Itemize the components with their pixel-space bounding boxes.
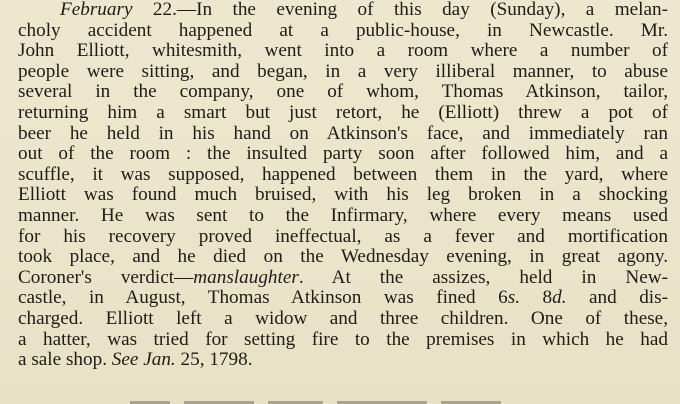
text-line-9: scuffle, it was supposed, happened between them in the yard, where <box>18 163 668 185</box>
text-line-5: several in the company, one of whom, Thomas Atkinson, tailor, <box>18 81 668 103</box>
text-line-13: took place, and he died on the Wednesday evening, in great agony. <box>18 246 668 268</box>
text-line-8: out of the room : the insulted party soon after followed him, and a <box>18 143 668 165</box>
assizes-text: . At the assizes, held in New- <box>298 266 668 288</box>
cross-reference: See Jan. <box>111 349 176 371</box>
shillings-unit: s. <box>507 287 520 309</box>
pence-amount: 8 <box>520 287 553 309</box>
text-line-6: returning him a smart but just retort, he (Elliott) threw a pot of <box>18 101 668 123</box>
line-1-text: .—In the evening of this day (Sunday), a melan- <box>172 0 669 20</box>
text-line-17: a hatter, was tried for setting fire to the premises in which he had <box>18 328 668 350</box>
entry-day: 22 <box>152 0 173 20</box>
text-line-11: manner. He was sent to the Infirmary, where every means used <box>18 204 668 226</box>
text-line-10: Elliott was found much bruised, with his leg broken in a shocking <box>18 184 668 206</box>
cross-reference-date: 25, 1798. <box>175 349 253 371</box>
text-line-14 <box>18 268 668 289</box>
text-line-3: John Elliott, whitesmith, went into a room where a number of <box>18 40 668 62</box>
text-line-2: choly accident happened at a public-house, in Newcastle. Mr. <box>18 19 668 41</box>
text-line-7: beer he held in his hand on Atkinson's face, and immediately ran <box>18 122 668 144</box>
entry-date: February <box>60 0 133 20</box>
text-line-4: people were sitting, and began, in a very illiberal manner, to abuse <box>18 60 668 82</box>
text-line-12: for his recovery proved ineffectual, as a fever and mortification <box>18 225 668 247</box>
text-line-15 <box>18 288 668 309</box>
pence-unit: d. <box>552 287 567 309</box>
text-line-18 <box>18 350 668 371</box>
chronicle-entry <box>18 0 668 371</box>
verdict-lead: Coroner's verdict— <box>18 266 194 288</box>
fine-lead: castle, in August, Thomas Atkinson was fined 6 <box>18 287 508 309</box>
sale-shop-text: a sale shop. <box>18 349 112 371</box>
next-line-cutoff <box>130 396 550 404</box>
text-line-16: charged. Elliott left a widow and three children. One of these, <box>18 307 668 329</box>
verdict-term: manslaughter <box>193 266 299 288</box>
text-line-1 <box>18 0 668 21</box>
discharged-text: and dis- <box>566 287 668 309</box>
